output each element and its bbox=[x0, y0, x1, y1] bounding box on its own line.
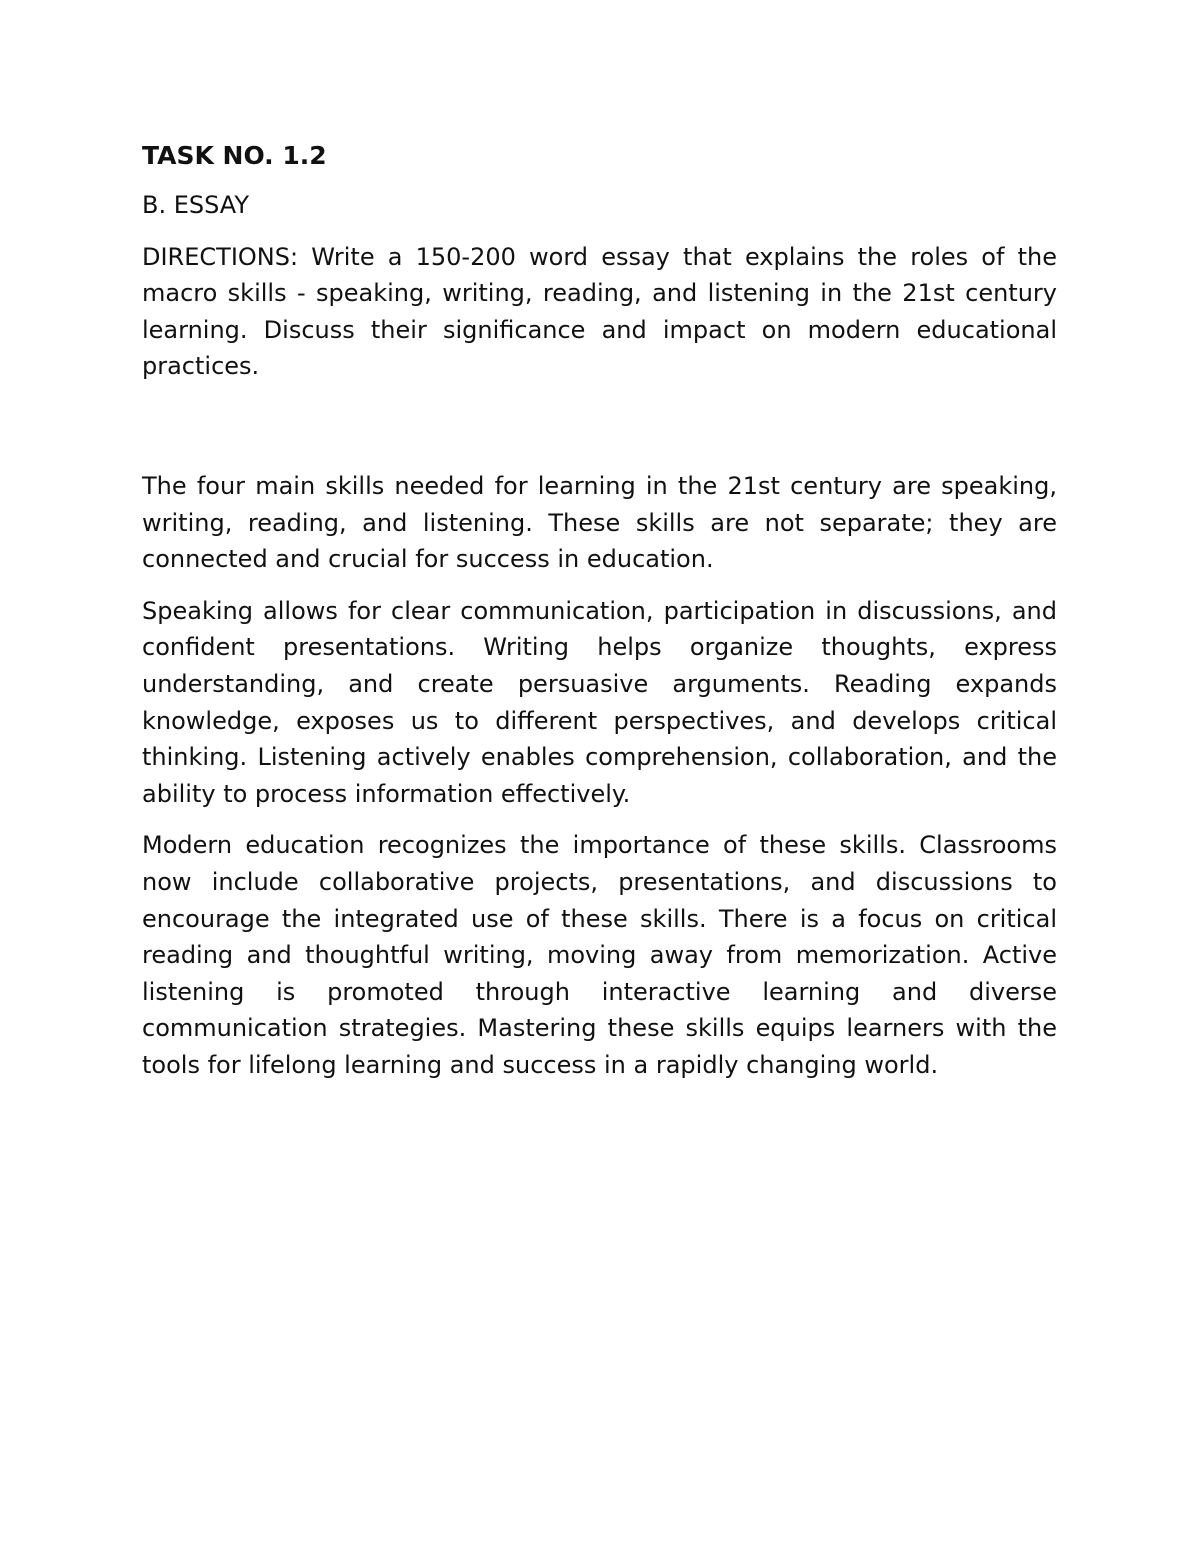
section-heading: B. ESSAY bbox=[142, 190, 250, 219]
essay-paragraph-1: The four main skills needed for learning in the 21st century are speaking, writing, reading, and listening. These skills are not separate; they are connected and crucial for success in education. bbox=[142, 472, 1057, 574]
document-page bbox=[142, 140, 1057, 1099]
directions-paragraph: DIRECTIONS: Write a 150-200 word essay that explains the roles of the macro skills - speaking, writing, reading, and listening in the 21st century learning. Discuss their significance and impact on modern educational practices. bbox=[142, 242, 1057, 381]
document-title: TASK NO. 1.2 bbox=[142, 141, 327, 170]
essay-paragraph-3: Modern education recognizes the importance of these skills. Classrooms now include collaborative projects, presentations, and discussions to encourage the integrated use of these skills. There is a focus on critical reading and thoughtful writing, moving away from memorization. Active listening is promoted through interactive learning and diverse communication strategies. Mastering these skills equips learners with the tools for lifelong learning and success in a rapidly changing world. bbox=[142, 831, 1057, 1079]
essay-paragraph-2: Speaking allows for clear communication, participation in discussions, and confident presentations. Writing helps organize thoughts, express understanding, and create persuasive arguments. Reading expands knowledge, exposes us to different perspectives, and develops critical thinking. Listening actively enables comprehension, collaboration, and the ability to process information effectively. bbox=[142, 596, 1057, 808]
paragraph-spacer bbox=[142, 385, 1057, 468]
